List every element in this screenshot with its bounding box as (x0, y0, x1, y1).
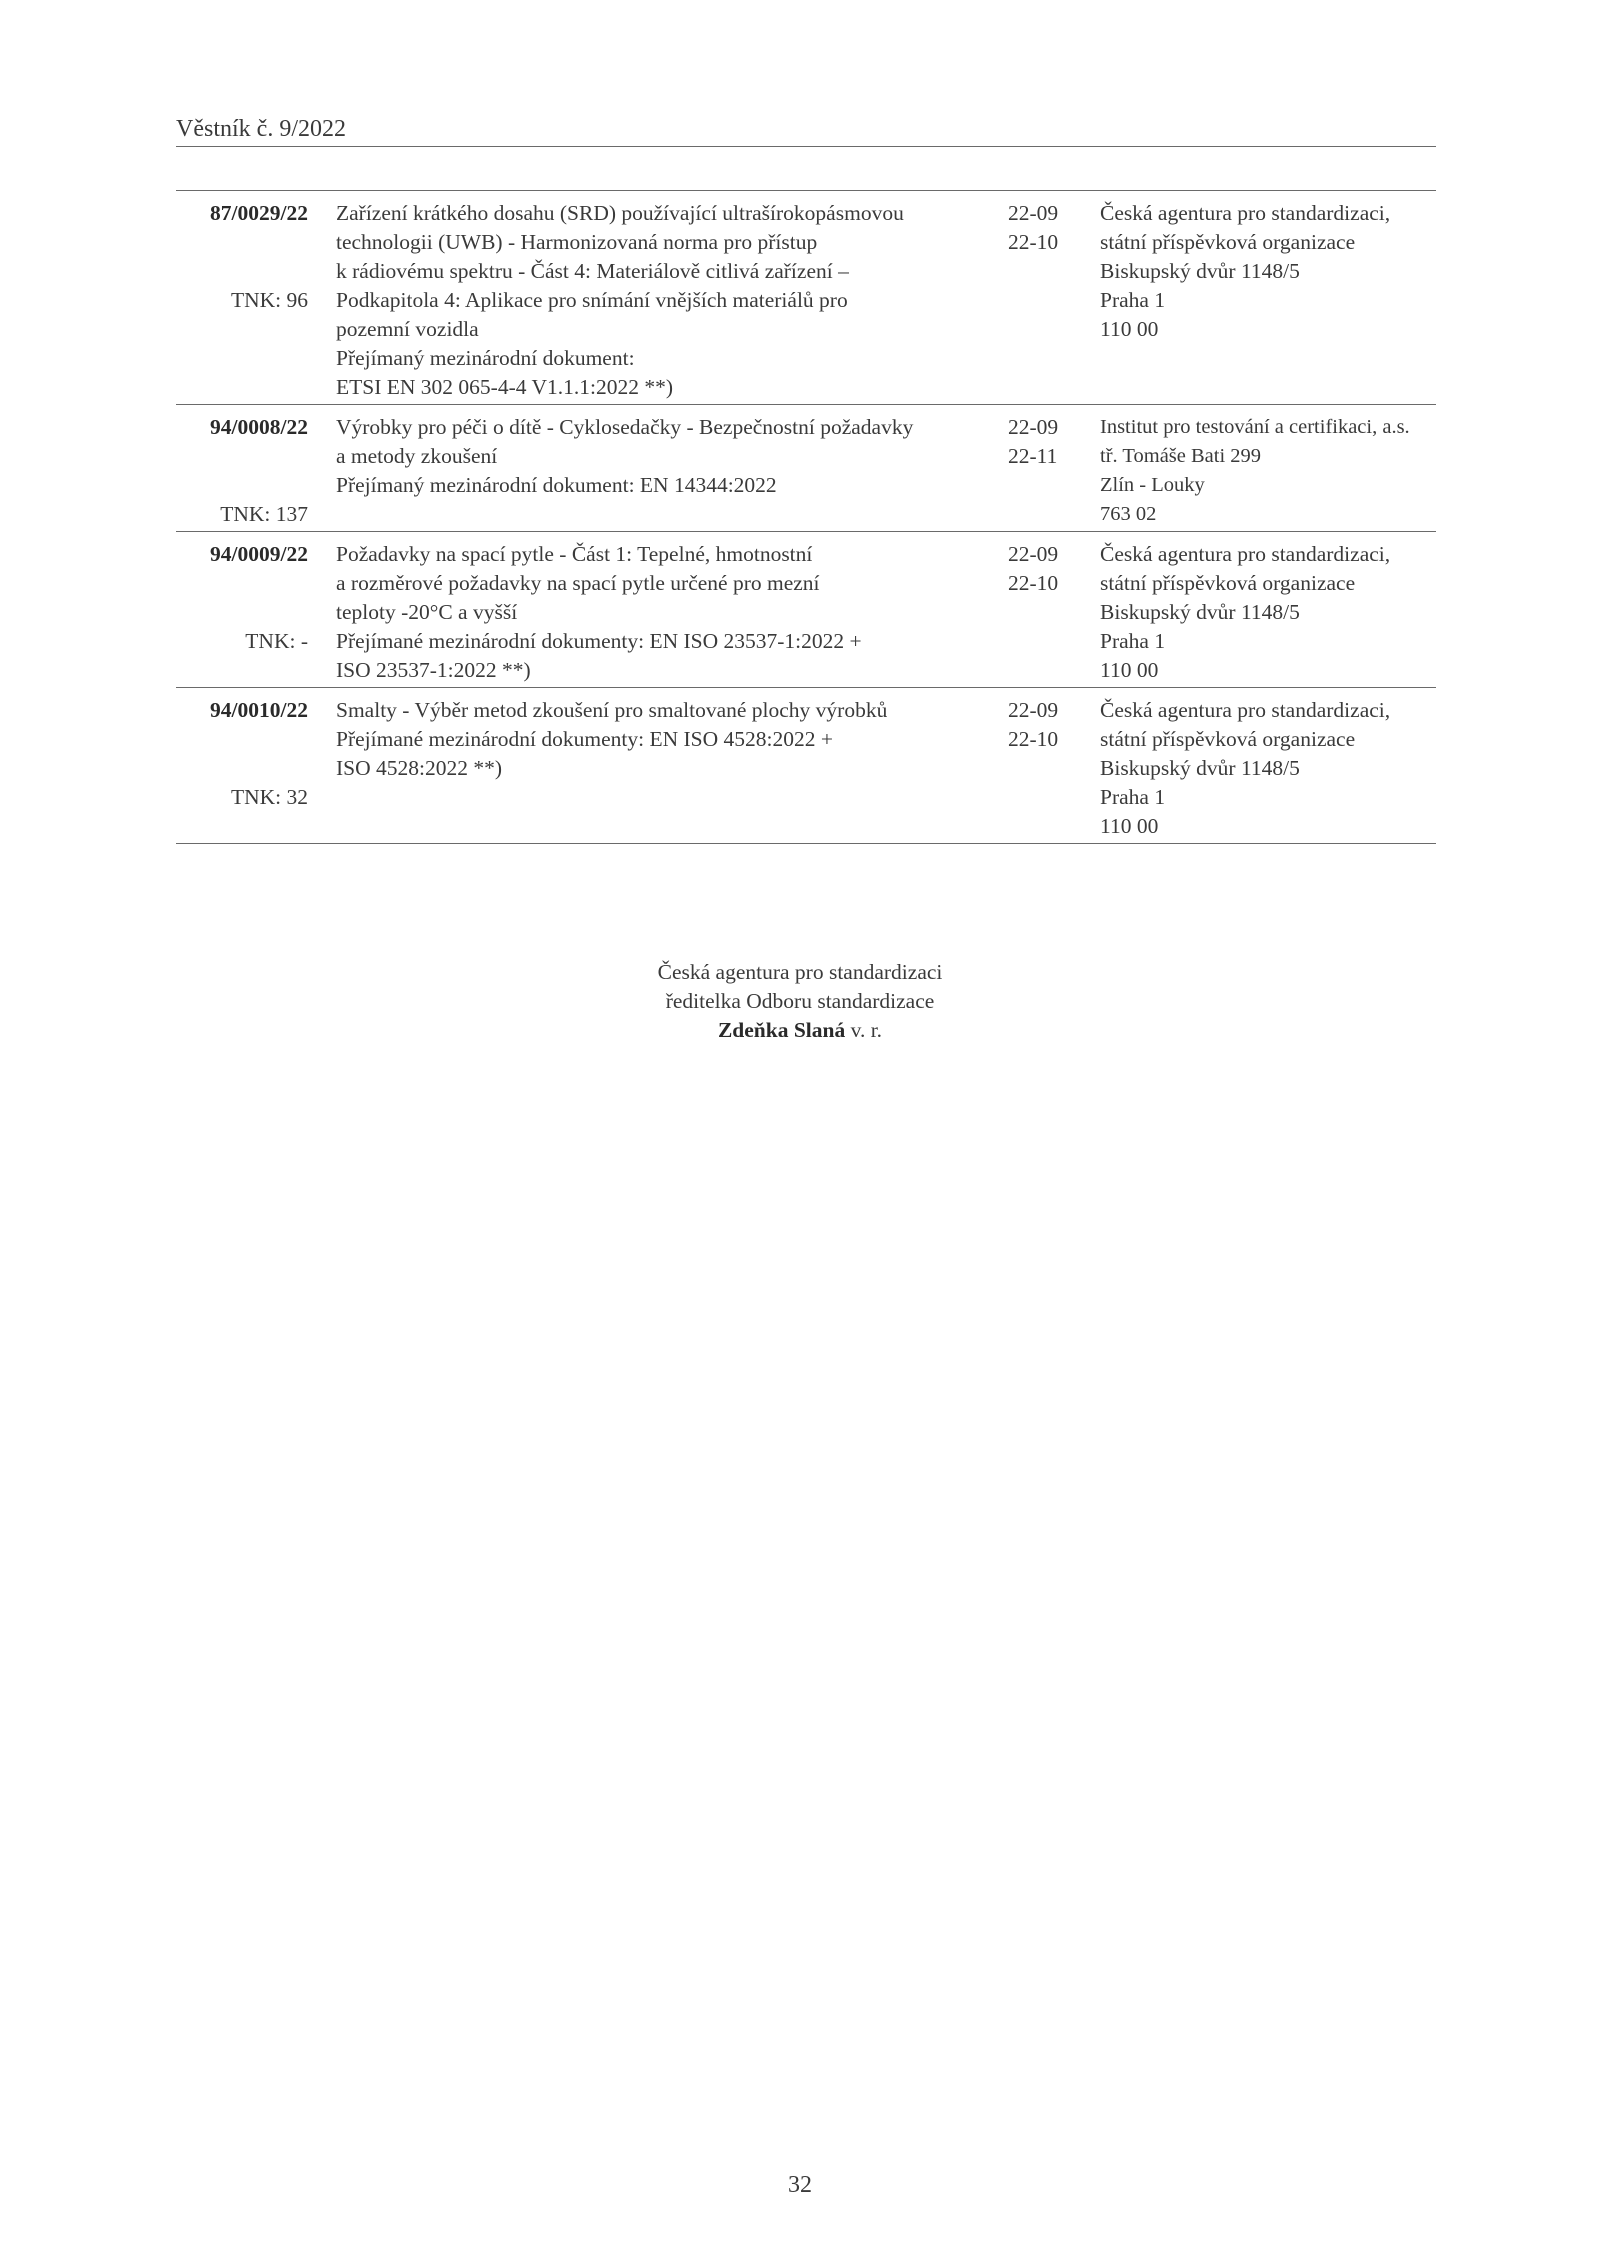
title-line: k rádiovému spektru - Část 4: Materiálově citlivá zařízení – (336, 259, 849, 283)
signature-suffix: v. r. (845, 1018, 883, 1042)
title-line: ETSI EN 302 065-4-4 V1.1.1:2022 **) (336, 375, 674, 399)
title-line: teploty -20°C a vyšší (336, 600, 518, 624)
org-line: Biskupský dvůr 1148/5 (1100, 756, 1300, 780)
id-cell (176, 696, 308, 812)
spacer (336, 812, 996, 841)
page-header: Věstník č. 9/2022 (176, 116, 346, 142)
spacer (176, 598, 308, 627)
dates-cell (1008, 413, 1078, 471)
org-line: Biskupský dvůr 1148/5 (1100, 259, 1300, 283)
standard-id: 94/0008/22 (210, 415, 308, 439)
signature-block (500, 958, 1100, 1045)
title-line: a rozměrové požadavky na spací pytle určené pro mezní (336, 571, 820, 595)
signature-org: Česká agentura pro standardizaci (657, 960, 943, 984)
table-row (176, 405, 1436, 532)
title-line: Podkapitola 4: Aplikace pro snímání vnějších materiálů pro (336, 288, 848, 312)
org-line: Zlín - Louky (1100, 474, 1205, 496)
title-line: ISO 23537-1:2022 **) (336, 658, 531, 682)
title-line: Přejímané mezinárodní dokumenty: EN ISO 23537-1:2022 + (336, 629, 862, 653)
org-line: Institut pro testování a certifikaci, a.s. (1100, 416, 1410, 438)
org-line: Česká agentura pro standardizaci, (1100, 542, 1391, 566)
title-line: Výrobky pro péči o dítě - Cyklosedačky - Bezpečnostní požadavky (336, 415, 914, 439)
page-number: 32 (788, 2172, 812, 2198)
title-cell (336, 696, 996, 841)
spacer (176, 228, 308, 257)
org-line: státní příspěvková organizace (1100, 727, 1356, 751)
date-from: 22-09 (1008, 415, 1059, 439)
org-line: Česká agentura pro standardizaci, (1100, 698, 1391, 722)
title-line: technologii (UWB) - Harmonizovaná norma pro přístup (336, 230, 818, 254)
id-cell (176, 540, 308, 656)
org-line: 110 00 (1100, 317, 1159, 341)
tnk-label: TNK: 32 (230, 785, 308, 809)
org-line: Biskupský dvůr 1148/5 (1100, 600, 1300, 624)
table-row (176, 688, 1436, 844)
org-line: státní příspěvková organizace (1100, 571, 1356, 595)
id-cell (176, 413, 308, 529)
org-cell (1100, 540, 1436, 685)
date-from: 22-09 (1008, 542, 1059, 566)
title-line: Přejímaný mezinárodní dokument: EN 14344:2022 (336, 473, 777, 497)
title-cell (336, 413, 996, 529)
signature-role: ředitelka Odboru standardizace (665, 989, 935, 1013)
title-line: a metody zkoušení (336, 444, 498, 468)
date-from: 22-09 (1008, 698, 1059, 722)
tnk-label: TNK: 137 (220, 502, 308, 526)
title-line: Smalty - Výběr metod zkoušení pro smaltované plochy výrobků (336, 698, 888, 722)
spacer (336, 500, 996, 529)
spacer (336, 783, 996, 812)
org-line: 110 00 (1100, 658, 1159, 682)
tnk-label: TNK: - (245, 629, 308, 653)
standard-id: 94/0009/22 (210, 542, 308, 566)
signature-name: Zdeňka Slaná (717, 1018, 846, 1042)
org-cell (1100, 413, 1436, 529)
date-to: 22-11 (1008, 444, 1058, 468)
spacer (176, 442, 308, 471)
dates-cell (1008, 199, 1078, 257)
title-line: ISO 4528:2022 **) (336, 756, 503, 780)
standard-id: 94/0010/22 (210, 698, 308, 722)
date-from: 22-09 (1008, 201, 1059, 225)
dates-cell (1008, 696, 1078, 754)
org-cell (1100, 696, 1436, 841)
dates-cell (1008, 540, 1078, 598)
title-line: Přejímané mezinárodní dokumenty: EN ISO 4528:2022 + (336, 727, 833, 751)
title-line: Přejímaný mezinárodní dokument: (336, 346, 635, 370)
spacer (176, 754, 308, 783)
standard-id: 87/0029/22 (210, 201, 308, 225)
org-line: Praha 1 (1100, 785, 1166, 809)
tnk-label: TNK: 96 (230, 288, 308, 312)
spacer (176, 725, 308, 754)
org-line: 763 02 (1100, 503, 1157, 525)
title-line: pozemní vozidla (336, 317, 479, 341)
org-line: státní příspěvková organizace (1100, 230, 1356, 254)
table-row (176, 532, 1436, 688)
date-to: 22-10 (1008, 571, 1059, 595)
org-line: Praha 1 (1100, 629, 1166, 653)
org-line: Česká agentura pro standardizaci, (1100, 201, 1391, 225)
header-divider (176, 146, 1436, 147)
title-line: Požadavky na spací pytle - Část 1: Tepelné, hmotnostní (336, 542, 813, 566)
org-line: Praha 1 (1100, 288, 1166, 312)
id-cell (176, 199, 308, 315)
spacer (176, 257, 308, 286)
standards-table (176, 190, 1436, 844)
title-line: Zařízení krátkého dosahu (SRD) používající ultrašírokopásmovou (336, 201, 904, 225)
date-to: 22-10 (1008, 230, 1059, 254)
org-line: 110 00 (1100, 814, 1159, 838)
title-cell (336, 540, 996, 685)
table-row (176, 191, 1436, 405)
spacer (176, 569, 308, 598)
spacer (176, 471, 308, 500)
org-line: tř. Tomáše Bati 299 (1100, 445, 1262, 467)
org-cell (1100, 199, 1436, 344)
date-to: 22-10 (1008, 727, 1059, 751)
title-cell (336, 199, 996, 402)
signature-name-line (500, 1016, 1100, 1045)
